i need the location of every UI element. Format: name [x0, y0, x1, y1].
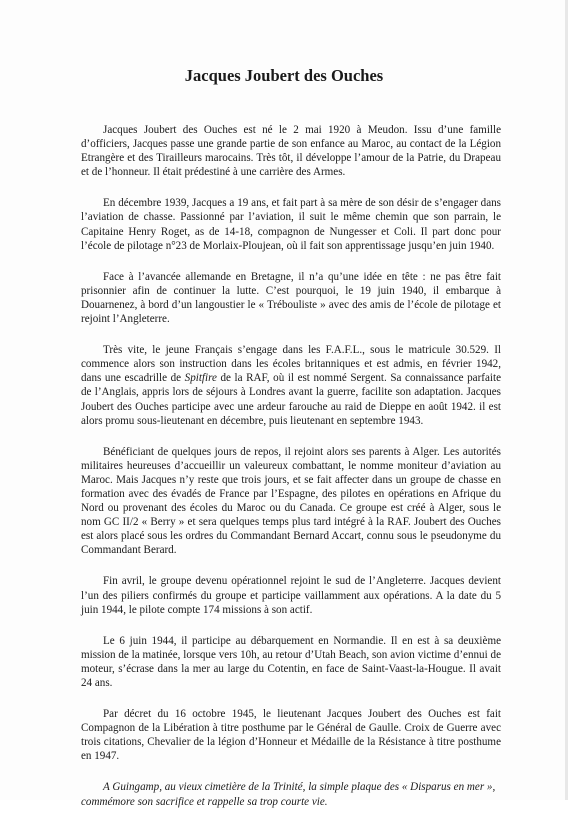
paragraph-honours: Par décret du 16 octobre 1945, le lieutenant Jacques Joubert des Ouches est fait Compagnon de la Libération à titre posthume par le Général de Gaulle. Croix de Guerre avec trois citations, Chevalier de la légion d’Honneur et Médaille de la Résistance à titre posthume en 1947.	[81, 708, 501, 763]
paragraph-fafl-aircraft: Spitfire	[184, 372, 217, 385]
paragraph-enlistment: En décembre 1939, Jacques a 19 ans, et fait part à sa mère de son désir de s’engager dans l’aviation de chasse. Passionné par l’aviation, il suit le même chemin que son parrain, le Capitaine Henry Roget, as de 14-18, compagnon de Nungesser et Coli. Il part donc pour l’école de pilotage n°23 de Morlaix-Ploujean, où il fait son apprentissage jusqu’en juin 1940.	[81, 197, 501, 252]
document-body	[81, 123, 501, 826]
paragraph-operations: Fin avril, le groupe devenu opérationnel rejoint le sud de l’Angleterre. Jacques devient l’un des piliers confirmés du groupe et participe vaillamment aux opérations. A la date du 5 juin 1944, le pilote compte 174 missions à son actif.	[81, 575, 501, 616]
paragraph-fafl	[81, 343, 501, 428]
paragraph-fafl-part2: de la RAF, où il est nommé Sergent. Sa connaissance parfaite de l’Anglais, appris lors de séjours à Londres avant la guerre, facilite son adaptation. Jacques Joubert des Ouches participe avec une ardeur farouche au raid de Dieppe en août 1942. il est alors promu sous-lieutenant en décembre, puis lieutenant en septembre 1943.	[81, 372, 501, 427]
paragraph-birth: Jacques Joubert des Ouches est né le 2 mai 1920 à Meudon. Issu d’une famille d’officiers, Jacques passe une grande partie de son enfance au Maroc, au contact de la Légion Etrangère et des Tirailleurs marocains. Très tôt, il développe l’amour de la Patrie, du Drapeau et de l’honneur. Il était prédestiné à une carrière des Armes.	[81, 124, 501, 179]
page-title: Jacques Joubert des Ouches	[184, 66, 384, 85]
paragraph-fafl-part1: Très vite, le jeune Français s’engage dans les F.A.F.L., sous le matricule 30.529. Il commence alors son instruction dans les écoles britanniques et est admis, en février 1942, dans une escadrille de	[81, 344, 501, 385]
closing-remark: A Guingamp, au vieux cimetière de la Trinité, la simple plaque des « Disparus en mer », commémore son sacrifice et rappelle sa trop courte vie.	[81, 781, 496, 808]
paragraph-d-day: Le 6 juin 1944, il participe au débarquement en Normandie. Il en est à sa deuxième mission de la matinée, lorsque vers 10h, au retour d’Utah Beach, son avion victime d’ennui de moteur, s’écrase dans la mer au large du Cotentin, en face de Saint-Vaast-la-Hougue. Il avait 24 ans.	[81, 634, 501, 689]
paragraph-escape: Face à l’avancée allemande en Bretagne, il n’a qu’une idée en tête : ne pas être fait prisonnier afin de continuer la lutte. C’est pourquoi, le 19 juin 1940, il embarque à Douarnenez, à bord d’un langoustier le « Trébouliste » avec des amis de l’école de pilotage et rejoint l’Angleterre.	[81, 270, 501, 326]
paragraph-alger: Bénéficiant de quelques jours de repos, il rejoint alors ses parents à Alger. Les autorités militaires heureuses d’accueillir un valeureux combattant, le nomme moniteur d’aviation au Maroc. Mais Jacques n’y reste que trois jours, et se fait affecter dans un groupe de chasse en formation avec des évadés de France par l’Espagne, des pilotes en opérations en Afrique du Nord ou provenant des écoles du Maroc ou du Canada. Ce groupe est créé à Alger, sous le nom GC II/2 « Berry » et sera quelques temps plus tard intégré à la RAF. Joubert des Ouches est alors placé sous les ordres du Commandant Bernard Accart, connu sous le pseudonyme du Commandant Berard.	[81, 445, 501, 557]
